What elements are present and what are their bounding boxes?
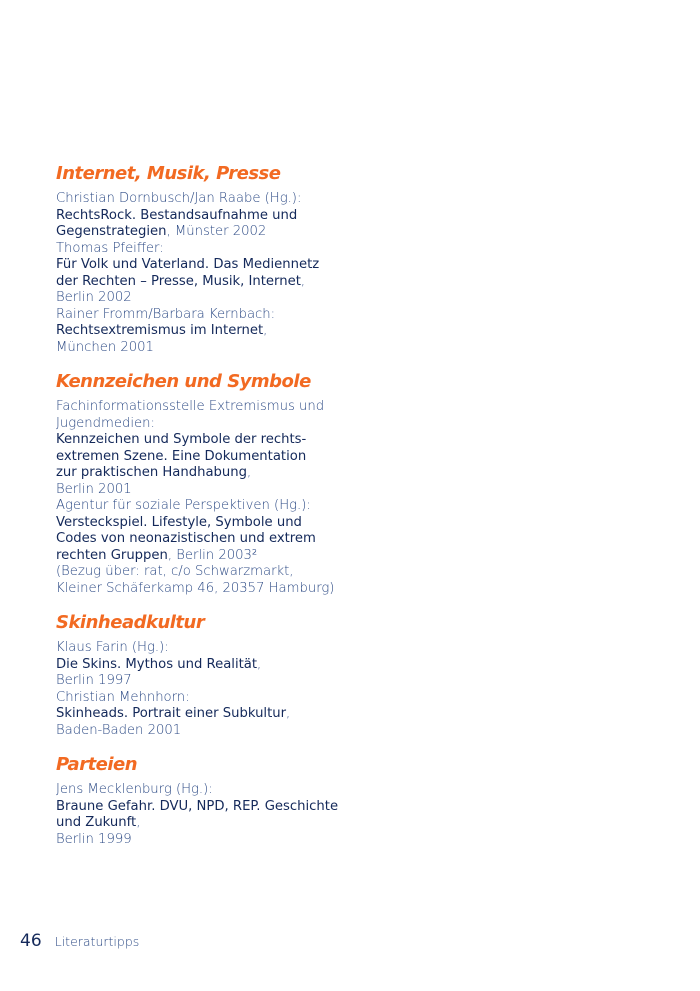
entry-line [56,416,356,433]
section-0 [56,162,356,356]
entry-line [56,465,356,482]
section-3 [56,753,356,848]
publication-info: Baden-Baden 2001 [56,722,182,738]
book-title: Versteckspiel. Lifestyle, Symbole und [56,514,302,530]
reading-list [56,162,356,862]
entry-line [56,482,356,499]
entry-line [56,340,356,357]
entry-line [56,690,356,707]
entry-line [56,531,356,548]
footer-label: Literaturtipps [54,934,140,949]
entry-line [56,307,356,324]
publication-info: , [263,323,268,338]
author-name: Klaus Farin (Hg.): [56,640,169,655]
entry-line [56,706,356,723]
book-title: Gegenstrategien [56,224,167,239]
publication-info: (Bezug über: rat, c/o Schwarzmarkt, [56,564,294,579]
entry-line [56,191,356,208]
publication-info: , [247,465,252,480]
entry-line [56,640,356,657]
entry-line [56,799,356,816]
entry-line [56,224,356,241]
publication-info: Berlin 2002 [56,290,132,305]
entry-line [56,673,356,690]
section-heading: Parteien [56,754,138,775]
book-title: zur praktischen Handhabung [56,465,248,480]
book-title: Braune Gefahr. DVU, NPD, REP. Geschichte [56,798,339,814]
book-title: und Zukunft [56,815,137,830]
book-title: Skinheads. Portrait einer Subkultur [56,706,287,721]
book-title: extremen Szene. Eine Dokumentation [56,448,307,464]
author-name: Fachinformationsstelle Extremismus und [56,399,325,414]
book-title: Codes von neonazistischen und extrem [56,531,316,546]
entry-line [56,723,356,740]
section-2 [56,611,356,739]
publication-info: , Münster 2002 [166,224,267,239]
entry-line [56,832,356,849]
publication-info: Berlin 1999 [56,831,132,847]
publication-info: , [300,273,306,289]
section-heading: Skinheadkultur [56,612,205,633]
entry-line [56,564,356,581]
entry-line [56,782,356,799]
author-name: Agentur für soziale Perspektiven (Hg.): [56,498,311,513]
book-title: Für Volk und Vaterland. Das Mediennetz [56,257,320,272]
entry-line [56,241,356,258]
entry-line [56,323,356,340]
entry-line [56,657,356,674]
publication-info: München 2001 [56,339,154,355]
entry-line [56,581,356,598]
author-name: Thomas Pfeiffer: [56,240,164,256]
entry-line [56,498,356,515]
book-title: RechtsRock. Bestandsaufnahme und [56,207,298,223]
book-title: Die Skins. Mythos und Realität [56,656,258,672]
author-name: Jugendmedien: [56,415,155,431]
page-number: 46 [20,931,42,951]
publication-info: Berlin 1997 [56,673,132,688]
entry-line [56,432,356,449]
author-name: Christian Mehnhorn: [56,689,190,705]
publication-info: , [136,815,141,830]
author-name: Rainer Fromm/Barbara Kernbach: [56,306,276,322]
entry-line [56,208,356,225]
entry-line [56,274,356,291]
publication-info: , Berlin 2003² [167,547,258,563]
book-title: rechten Gruppen [56,547,168,563]
book-title: Rechtsextremismus im Internet [56,323,264,338]
publication-info: Berlin 2001 [56,481,132,497]
book-title: Kennzeichen und Symbole der rechts- [56,432,307,447]
entry-line [56,257,356,274]
author-name: Jens Mecklenburg (Hg.): [56,782,213,797]
entry-line [56,548,356,565]
entry-line [56,399,356,416]
section-heading: Kennzeichen und Symbole [56,371,311,392]
publication-info: , [257,656,262,672]
publication-info: Kleiner Schäferkamp 46, 20357 Hamburg) [56,580,335,596]
publication-info: , [286,706,291,721]
entry-line [56,290,356,307]
section-heading: Internet, Musik, Presse [56,163,281,184]
author-name: Christian Dornbusch/Jan Raabe (Hg.): [56,191,302,206]
entry-line [56,815,356,832]
entry-line [56,515,356,532]
entry-line [56,449,356,466]
page-footer [20,931,139,951]
book-title: der Rechten – Presse, Musik, Internet [56,273,301,289]
section-1 [56,370,356,597]
